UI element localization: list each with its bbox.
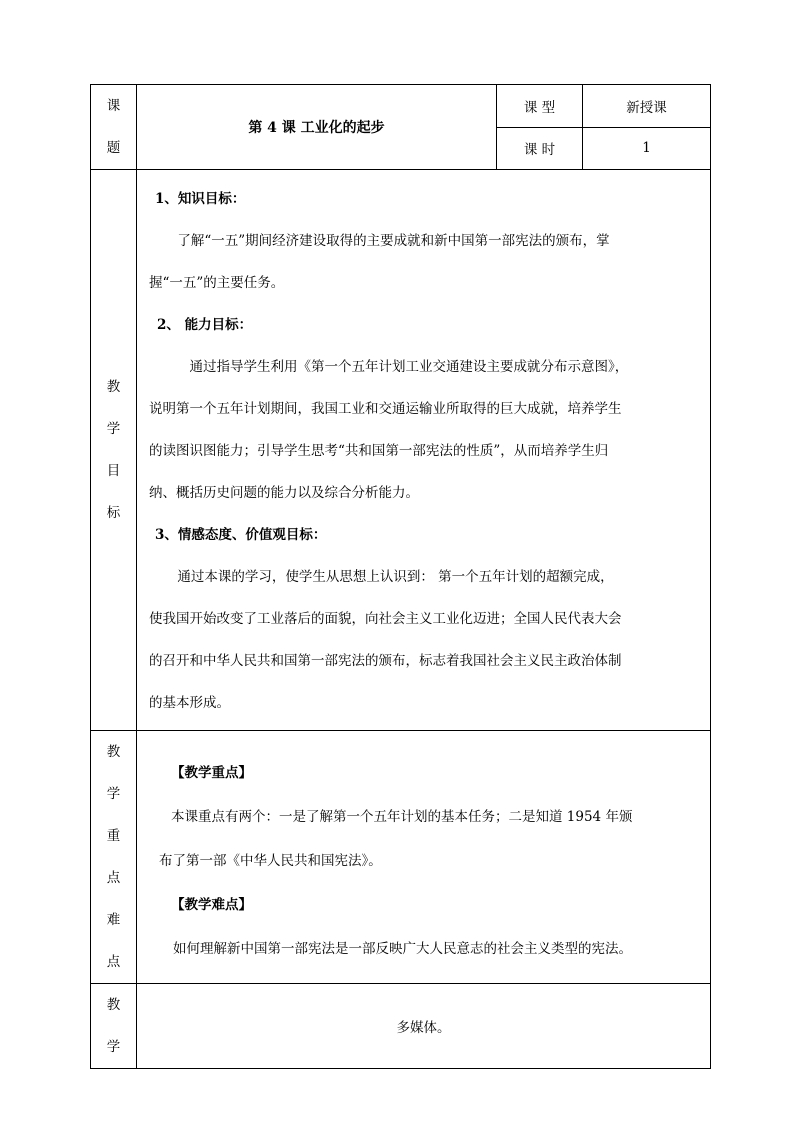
type-label: 课 型 <box>497 85 583 128</box>
ability-goal-heading: 2、 能力目标： <box>157 317 253 333</box>
difficult-points-text: 如何理解新中国第一部宪法是一部反映广大人民意志的社会主义类型的宪法。 <box>173 941 632 957</box>
key-points-text: 本课重点有两个：一是了解第一个五年计划的基本任务；二是知道 1954 年颁 <box>171 809 633 825</box>
emotion-goal-heading: 3、情感态度、价值观目标： <box>155 527 327 543</box>
goals-label-cell <box>91 170 137 731</box>
key-points-heading: 【教学重点】 <box>171 765 252 781</box>
ability-goal-text: 的读图识图能力；引导学生思考“共和国第一部宪法的性质”，从而培养学生归 <box>149 443 609 459</box>
teaching-goals <box>137 170 711 731</box>
topic-label-char: 课 <box>106 98 121 114</box>
goals-row <box>91 170 711 731</box>
keypoints-label-char: 难 <box>106 912 121 928</box>
goals-label-char: 标 <box>106 505 121 521</box>
goals-label-char: 学 <box>106 421 121 437</box>
emotion-goal-text: 通过本课的学习，使学生从思想上认识到： 第一个五年计划的超额完成， <box>177 569 614 585</box>
knowledge-goal-heading: 1、知识目标： <box>155 191 246 207</box>
media-label-char: 学 <box>106 1039 121 1055</box>
media-row <box>91 984 711 1069</box>
topic-label-cell <box>91 85 137 170</box>
ability-goal-text: 通过指导学生利用《第一个五年计划工业交通建设主要成就分布示意图》， <box>189 359 629 375</box>
emotion-goal-text: 的召开和中华人民共和国第一部宪法的颁布，标志着我国社会主义民主政治体制 <box>149 653 622 669</box>
keypoints-label-char: 重 <box>106 828 121 844</box>
emotion-goal-text: 的基本形成。 <box>149 695 230 711</box>
period-label: 课 时 <box>497 127 583 170</box>
ability-goal-text: 纳、概括历史问题的能力以及综合分析能力。 <box>149 485 419 501</box>
knowledge-goal-text: 了解“一五”期间经济建设取得的主要成就和新中国第一部宪法的颁布，掌 <box>177 233 610 249</box>
difficult-points-heading: 【教学难点】 <box>171 897 252 913</box>
topic-label-char: 题 <box>106 140 121 156</box>
header-row-type <box>91 85 711 128</box>
keypoints-row <box>91 731 711 984</box>
key-points-text: 布了第一部《中华人民共和国宪法》。 <box>159 853 382 869</box>
media-label-cell <box>91 984 137 1069</box>
keypoints-label-char: 教 <box>106 744 121 760</box>
lesson-title: 第 4 课 工业化的起步 <box>137 85 497 170</box>
goals-label-char: 教 <box>106 379 121 395</box>
keypoints-label-char: 点 <box>106 870 121 886</box>
teaching-media: 多媒体。 <box>137 984 711 1069</box>
keypoints-label-cell <box>91 731 137 984</box>
media-label-char: 教 <box>106 997 121 1013</box>
period-value: 1 <box>583 127 711 170</box>
goals-label-char: 目 <box>106 463 121 479</box>
type-value: 新授课 <box>583 85 711 128</box>
emotion-goal-text: 使我国开始改变了工业落后的面貌，向社会主义工业化迈进；全国人民代表大会 <box>149 611 622 627</box>
key-and-difficult-points <box>137 731 711 984</box>
keypoints-label-char: 学 <box>106 786 121 802</box>
keypoints-label-char: 点 <box>106 954 121 970</box>
ability-goal-text: 说明第一个五年计划期间，我国工业和交通运输业所取得的巨大成就，培养学生 <box>149 401 622 417</box>
knowledge-goal-text: 握“一五”的主要任务。 <box>149 275 285 291</box>
lesson-plan-table <box>90 84 711 1069</box>
